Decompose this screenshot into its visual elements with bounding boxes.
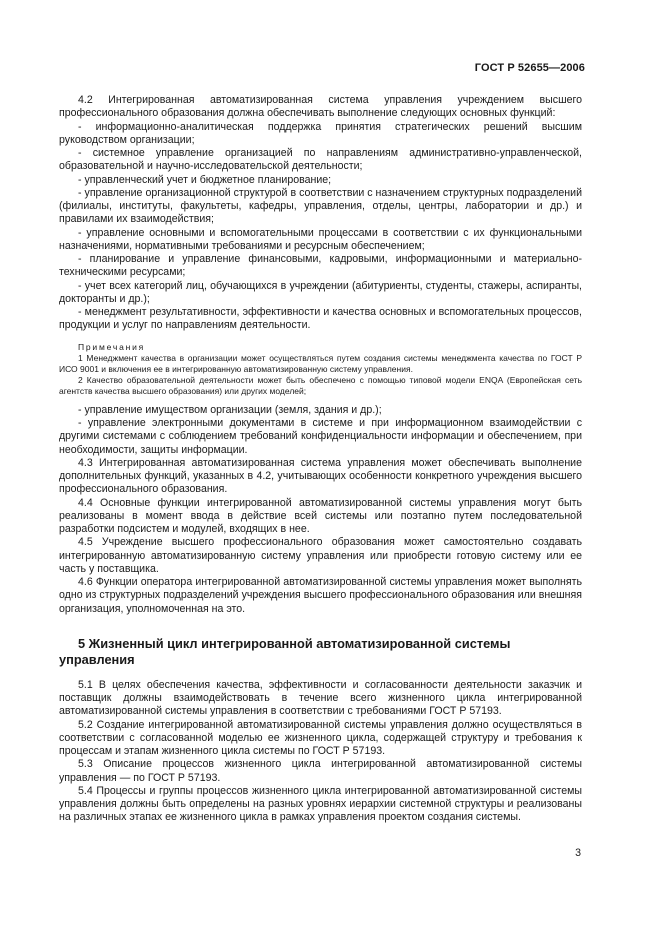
clause-5-4: 5.4 Процессы и группы процессов жизненного цикла интегрированной автоматизированной системы управления должны быть определены на разных уровнях иерархии системной структуры и реализованы на различных этапах ее жизненного цикла в рамках управления проектом создания системы. [59, 784, 582, 824]
section-5-title: 5 Жизненный цикл интегрированной автоматизированной системы управления [59, 635, 511, 668]
list-item: - системное управление организацией по направлениям административно-управленческой, образовательной и научно-исследовательской деятельности; [59, 147, 582, 173]
list-item: - планирование и управление финансовыми, кадровыми, информационными и материально-техническими ресурсами; [59, 253, 582, 279]
page-body [59, 94, 582, 825]
note-1: 1 Менеджмент качества в организации может осуществляться путем создания системы менеджмента качества по ГОСТ Р ИСО 9001 и включения ее в интегрированную автоматизированную систему управления. [59, 352, 582, 374]
clause-5-1: 5.1 В целях обеспечения качества, эффективности и согласованности деятельности заказчик и поставщик должны взаимодействовать в течение всего жизненного цикла интегрированной автоматизированной системы управления в соответствии с требованиями ГОСТ Р 57193. [59, 678, 582, 718]
list-item: - учет всех категорий лиц, обучающихся в учреждении (абитуриенты, студенты, стажеры, аспиранты, докторанты и др.); [59, 279, 582, 305]
clause-4-4: 4.4 Основные функции интегрированной автоматизированной системы управления могут быть реализованы в момент ввода в действие всей системы или поэтапно путем последовательной разработки подсистем и модулей, входящих в нее. [59, 496, 582, 536]
clause-4-6: 4.6 Функции оператора интегрированной автоматизированной системы управления может выполнять одно из структурных подразделений учреждения высшего профессионального образования или внешняя организация, уполномоченная на это. [59, 576, 582, 615]
page-number: 3 [575, 847, 581, 859]
document-number: ГОСТ Р 52655—2006 [474, 62, 585, 74]
list-item: - информационно-аналитическая поддержка принятия стратегических решений высшим руководством организации; [59, 120, 582, 146]
clause-5-3: 5.3 Описание процессов жизненного цикла интегрированной автоматизированной системы управления — по ГОСТ Р 57193. [59, 758, 582, 784]
notes-block [59, 342, 582, 397]
list-item: - управление имуществом организации (земля, здания и др.); [78, 403, 382, 416]
note-2: 2 Качество образовательной деятельности может быть обеспечено с помощью типовой модели ENQA (Европейская сеть агентств качества высшего образования) или других моделей; [59, 374, 582, 396]
clause-5-2: 5.2 Создание интегрированной автоматизированной системы управления должно осуществляться в соответствии с согласованной моделью ее жизненного цикла, содержащей структуру и требования к процессам и этапам жизненного цикла системы по ГОСТ Р 57193. [59, 718, 582, 758]
clause-4-2-intro: 4.2 Интегрированная автоматизированная система управления учреждением высшего профессионального образования должна обеспечивать выполнение следующих основных функций: [59, 94, 582, 120]
clause-4-3: 4.3 Интегрированная автоматизированная система управления может обеспечивать выполнение дополнительных функций, указанных в 4.2, учитывающих особенности конкретного учреждения высшего профессионального образования. [59, 456, 582, 496]
list-item: - управление организационной структурой в соответствии с назначением структурных подразделений (филиалы, институты, факультеты, кафедры, управления, отделы, центры, лаборатории и др.) и правилами их взаимодействия; [59, 186, 582, 226]
list-item: - управление электронными документами в системе и при информационном взаимодействии с другими системами с соблюдением требований конфиденциальности информации и обеспечением, при необходимости, защиты информации. [59, 417, 582, 456]
list-item: - менеджмент результативности, эффективности и качества основных и вспомогательных процессов, продукции и услуг по направлениям деятельности. [59, 306, 582, 332]
clause-4-5: 4.5 Учреждение высшего профессионального образования может самостоятельно создавать интегрированную автоматизированную систему управления или приобрести готовую систему или ее часть у поставщика. [59, 536, 582, 575]
list-item: - управление основными и вспомогательными процессами в соответствии с их функциональными назначениями, нормативными требованиями и ресурсным обеспечением; [59, 226, 582, 252]
list-item: - управленческий учет и бюджетное планирование; [78, 173, 332, 186]
notes-heading: Примечания [78, 341, 146, 352]
